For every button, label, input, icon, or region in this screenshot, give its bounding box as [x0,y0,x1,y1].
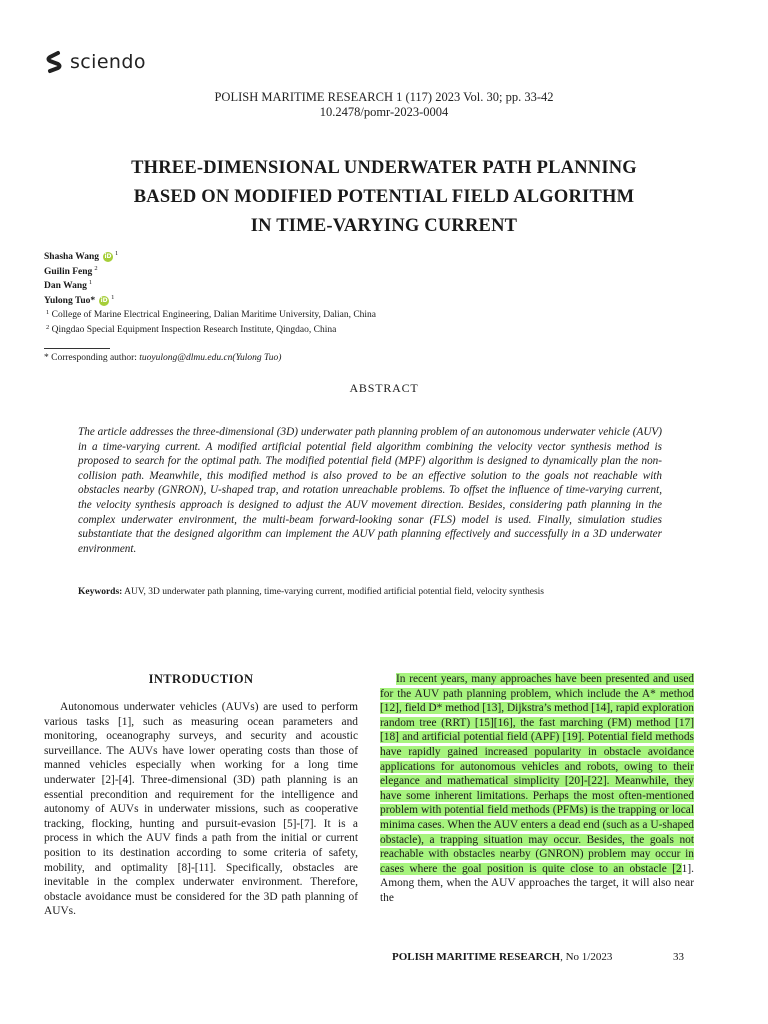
author-list [44,250,118,309]
highlighted-text[interactable]: In recent years, many approaches have been presented and used for the AUV path planning problem, which include the A* method [12], field D* method [13], Dijkstra’s method [14], rapid exploration random tree (RRT) [15][16], the fast marching (FM) method [17][18] and artificial potential field (APF) [19]. Potential field methods have rapidly gained increased popularity in obstacle avoidance applications for autonomous vehicles and robots, owing to their elegance and mathematical simplicity [20]-[22]. Meanwhile, they have some inherent limitations. Perhaps the most often-mentioned problem with potential field methods (PFMs) is the trapping or local minima cases. When the AUV enters a dead end (such as a U-shaped obstacle), a trapping situation may occur. Besides, the goals not reachable with obstacles nearby (GNRON) problem may occur in cases where the goal position is quite close to an obstacle [2 [380,673,694,875]
abstract-text: The article addresses the three-dimensional (3D) underwater path planning problem of an autonomous underwater vehicle (AUV) in a time-varying current. A modified artificial potential field algorithm combining the velocity vector synthesis method is proposed to search for the optimal path. The modified potential field (MPF) algorithm is designed to dynamically plan the non-collision path. Meanwhile, this modified method is also proved to be an effective solution to the goals not reachable with obstacles nearby (GNRON), U-shaped trap, and rotation unreachable problems. To offset the influence of time-varying current, the velocity synthesis approach is designed to adjust the AUV movement direction. Besides, considering path planning in the complex underwater environment, the multi-beam forward-looking sonar (FLS) model is used. Finally, simulation studies substantiate that the designed algorithm can implement the AUV path planning effectively and successfully in a 3D underwater environment. [78,426,662,555]
sciendo-logo-icon [44,50,64,74]
author-row [44,279,118,294]
affiliation-text: Qingdao Special Equipment Inspection Research Institute, Qingdao, China [51,325,337,335]
journal-doi: 10.2478/pomr-2023-0004 [319,105,449,119]
orcid-icon[interactable]: iD [100,297,108,305]
footnote-divider [44,348,110,349]
corresponding-author [44,353,281,363]
page-number: 33 [673,951,684,963]
publisher-logo [44,50,146,74]
author-name: Yulong Tuo* [44,296,96,307]
keywords-label: Keywords: [78,587,123,597]
author-affiliation-mark: 2 [94,264,98,272]
author-row [44,294,118,309]
intro-paragraph-2 [380,672,694,906]
right-column [380,672,694,906]
title-line-3: IN TIME-VARYING CURRENT [250,216,518,236]
footer-journal: POLISH MARITIME RESEARCH [392,951,561,963]
author-affiliation-mark: 1 [88,279,93,287]
author-name: Guilin Feng [44,266,93,277]
orcid-icon[interactable]: iD [104,253,112,261]
abstract-heading: ABSTRACT [349,381,419,395]
keywords [78,587,544,597]
publisher-name: sciendo [70,51,146,73]
journal-citation: POLISH MARITIME RESEARCH 1 (117) 2023 Vol. 30; pp. 33-42 [214,90,554,104]
intro-paragraph-1: Autonomous underwater vehicles (AUVs) are used to perform various tasks [1], such as measuring ocean parameters and monitoring, oceanography surveys, and security and acoustic surveillance. The AUVs have lower operating costs than those of manned vehicles especially when working for a long time underwater [2]-[4]. Three-dimensional (3D) path planning is an essential precondition and requirement for the intelligence and autonomy of AUVs in underwater missions, such as cooperative tracking, flocking, hunting and pursuit-evasion [5]-[7]. It is a process in which the AUV finds a path from the initial or current position to its destination according to some criteria of safety, mobility, and optimality [8]-[11]. Specifically, obstacles are inevitable in the complex underwater environment. Therefore, obstacle avoidance must be considered for the 3D path planning of AUVs. [44,701,358,918]
author-affiliation-mark: 1 [115,250,119,257]
affiliation-mark: 1 [46,309,50,316]
corresponding-email-link[interactable]: tuoyulong@dlmu.edu.cn(Yulong Tuo) [139,353,282,363]
page-footer [392,951,612,963]
keywords-text: AUV, 3D underwater path planning, time-varying current, modified artificial potential field, velocity synthesis [122,587,545,597]
author-name: Dan Wang [44,281,87,292]
abstract-body [78,425,662,556]
author-name: Shasha Wang [44,252,100,262]
footer-issue: , No 1/2023 [560,951,613,963]
title-line-2: BASED ON MODIFIED POTENTIAL FIELD ALGORITHM [133,187,635,207]
plain-text: 1]. Among them, when the AUV approaches the target, it will also near the [380,862,694,904]
title-line-1: THREE-DIMENSIONAL UNDERWATER PATH PLANNING [131,158,637,178]
paper-title [60,154,708,241]
author-affiliation-mark: 1 [111,294,115,302]
affiliation-2 [44,325,336,335]
affiliation-1 [44,310,376,320]
affiliation-mark: 2 [46,324,50,331]
affiliation-text: College of Marine Electrical Engineering, Dalian Maritime University, Dalian, China [51,310,377,320]
author-row [44,265,118,280]
corresponding-label: * Corresponding author: [44,353,140,363]
author-row [44,250,118,265]
section-heading-introduction: INTRODUCTION [148,672,254,686]
left-column [44,700,358,919]
